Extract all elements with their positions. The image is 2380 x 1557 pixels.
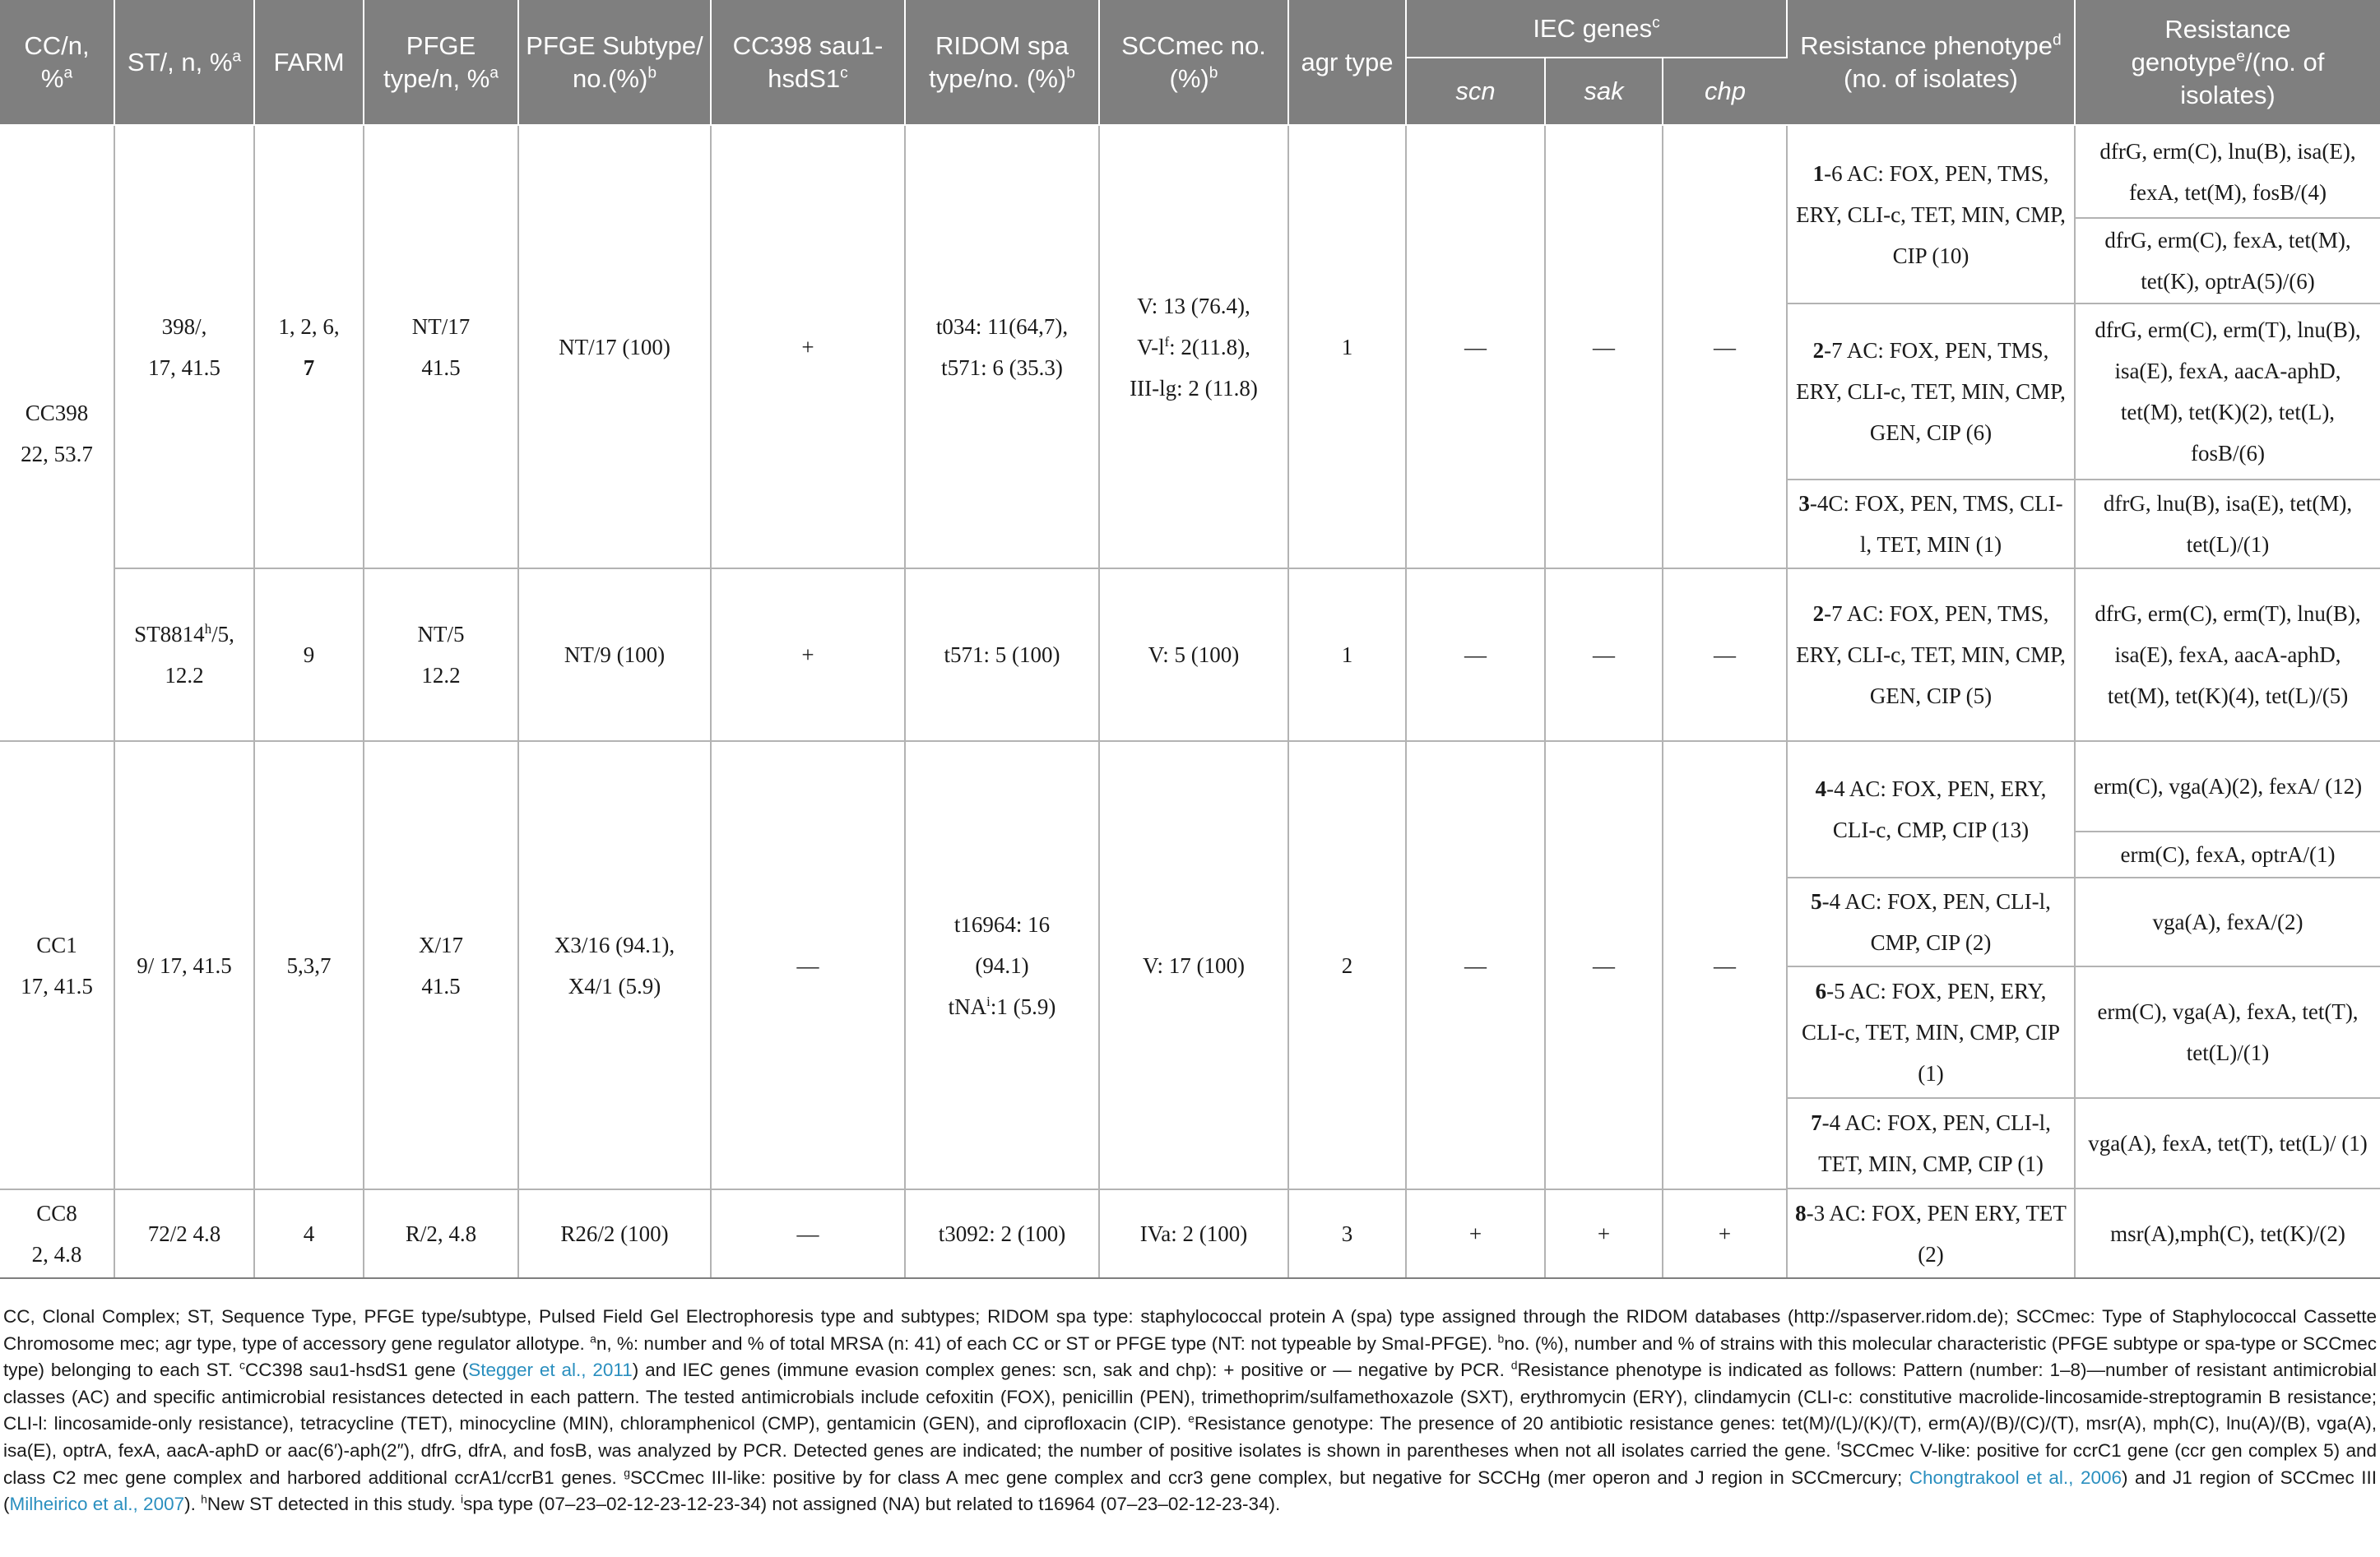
header-agr: agr type (1288, 0, 1406, 125)
cell-chp: — (1663, 125, 1787, 568)
table-row (0, 568, 2380, 741)
cell-sccmec: V: 17 (100) (1099, 741, 1288, 1189)
cell-genotype-1a: dfrG, erm(C), lnu(B), isa(E), fexA, tet(M), fosB/(4) (2075, 125, 2380, 218)
cell-cc398: + (711, 125, 905, 568)
cell-genotype-4a: erm(C), vga(A)(2), fexA/ (12) (2075, 741, 2380, 832)
cell-agr: 2 (1288, 741, 1406, 1189)
cell-sccmec: V: 5 (100) (1099, 568, 1288, 741)
cell-farm: 9 (254, 568, 364, 741)
cell-spa: t16964: 16 (94.1) tNA$^i$:1 (5.9) (905, 741, 1099, 1189)
header-cc: CC/n, %$^a$ (0, 0, 114, 125)
cell-cc398: + (711, 568, 905, 741)
cell-farm: 1, 2, 6, 7 (254, 125, 364, 568)
cell-chp: + (1663, 1189, 1787, 1278)
cell-scn: — (1406, 741, 1545, 1189)
cell-phenotype-1: 1-6 AC: FOX, PEN, TMS, ERY, CLI-c, TET, MIN, CMP, CIP (10) (1787, 125, 2075, 304)
cell-st: 9/ 17, 41.5 (114, 741, 254, 1189)
cell-phenotype-4: 4-4 AC: FOX, PEN, ERY, CLI-c, CMP, CIP (13) (1787, 741, 2075, 878)
header-cc398: CC398 sau1-hsdS1$^c$ (711, 0, 905, 125)
table-row (0, 125, 2380, 218)
cell-spa: t571: 5 (100) (905, 568, 1099, 741)
cell-phenotype-7: 7-4 AC: FOX, PEN, CLI-l, TET, MIN, CMP, CIP (1) (1787, 1098, 2075, 1189)
cell-genotype-4b: erm(C), fexA, optrA/(1) (2075, 832, 2380, 878)
header-resistance-phenotype: Resistance phenotype$^d$ (no. of isolates) (1787, 0, 2075, 125)
cell-st: 72/2 4.8 (114, 1189, 254, 1278)
cell-sak: — (1545, 568, 1663, 741)
table-row (0, 741, 2380, 832)
cell-cc: CC8 2, 4.8 (0, 1189, 114, 1278)
cell-phenotype-2: 2-7 AC: FOX, PEN, TMS, ERY, CLI-c, TET, MIN, CMP, GEN, CIP (6) (1787, 304, 2075, 480)
table-body (0, 125, 2380, 1278)
cell-agr: 3 (1288, 1189, 1406, 1278)
cell-st: 398/, 17, 41.5 (114, 125, 254, 568)
cell-phenotype-3: 3-4C: FOX, PEN, TMS, CLI-l, TET, MIN (1) (1787, 480, 2075, 568)
cell-agr: 1 (1288, 125, 1406, 568)
header-iec: IEC genes$^c$ (1406, 0, 1787, 58)
cell-genotype-3: dfrG, lnu(B), isa(E), tet(M), tet(L)/(1) (2075, 480, 2380, 568)
cell-spa: t034: 11(64,7), t571: 6 (35.3) (905, 125, 1099, 568)
cell-genotype-7: vga(A), fexA, tet(T), tet(L)/ (1) (2075, 1098, 2380, 1189)
cell-genotype-1b: dfrG, erm(C), fexA, tet(M), tet(K), optrA(5)/(6) (2075, 218, 2380, 304)
table-footnote: CC, Clonal Complex; ST, Sequence Type, PFGE type/subtype, Pulsed Field Gel Electrophoresis type and subtypes; RIDOM spa type: staphylococcal protein A (spa) type assigned through the RIDOM databases (http://spaserver.ridom.de); SCCmec: Type of Staphylococcal Cassette Chromosome mec; agr type, type of accessory gene regulator allotype. $^a$n, %: number and % of total MRSA (n: 41) of each CC or ST or PFGE type (NT: not typeable by SmaI-PFGE). $^b$no. (%), number and % of strains with this molecular characteristic (PFGE subtype or spa-type or SCCmec type) belonging to each ST. $^c$CC398 sau1-hsdS1 gene (Stegger et al., 2011) and IEC genes (immune evasion complex genes: scn, sak and chp): + positive or — negative by PCR. $^d$Resistance phenotype is indicated as follows: Pattern (number: 1–8)—number of resistant antimicrobial classes (AC) and specific antimicrobial resistances detected in each pattern. The tested antimicrobials include cefoxitin (FOX), penicillin (PEN), trimethoprim/sulfamethoxazole (SXT), erythromycin (ERY), clindamycin (CLI-c: constitutive macrolide-lincosamide-streptogramin B resistance; CLI-l: lincosamide-only resistance), tetracycline (TET), minocycline (MIN), chloramphenicol (CMP), gentamicin (GEN), and ciprofloxacin (CIP). $^e$Resistance genotype: The presence of 20 antibiotic resistance genes: tet(M)/(L)/(K)/(T), erm(A)/(B)/(C)/(T), msr(A), mph(C), lnu(A)/(B), vga(A), isa(E), optrA, fexA, aacA-aphD or aac(6′)-aph(2″), dfrG, dfrA, and fosB, was analyzed by PCR. Detected genes are indicated; the number of positive isolates is shown in parentheses when not all isolates carried the gene. $^f$SCCmec V-like: positive for ccrC1 gene (ccr gen complex 5) and class C2 mec gene complex and harbored additional ccrA1/ccrB1 genes. $^g$SCCmec III-like: positive by for class A mec gene complex and ccr3 gene complex, but negative for SCCHg (mer operon and J region in SCCmercury; Chongtrakool et al., 2006) and J1 region of SCCmec III (Milheirico et al., 2007). $^h$New ST detected in this study. $^i$spa type (07–23–02-12-23-12-23-34) not assigned (NA) but related to t16964 (07–23–02-12-23-34). (3, 1306, 2377, 1515)
citation-link[interactable]: Stegger et al., 2011 (468, 1360, 633, 1381)
cell-pfge-subtype: NT/17 (100) (518, 125, 711, 568)
cell-farm: 5,3,7 (254, 741, 364, 1189)
cell-phenotype-2b: 2-7 AC: FOX, PEN, TMS, ERY, CLI-c, TET, MIN, CMP, GEN, CIP (5) (1787, 568, 2075, 741)
cell-chp: — (1663, 741, 1787, 1189)
cell-genotype-2b: dfrG, erm(C), erm(T), lnu(B), isa(E), fexA, aacA-aphD, tet(M), tet(K)(4), tet(L)/(5) (2075, 568, 2380, 741)
header-resistance-genotype: Resistance genotype$^e$/(no. of isolates) (2075, 0, 2380, 125)
cell-genotype-8: msr(A),mph(C), tet(K)/(2) (2075, 1189, 2380, 1278)
cell-scn: — (1406, 568, 1545, 741)
header-pfge-type: PFGE type/n, %$^a$ (364, 0, 518, 125)
header-sccmec: SCCmec no. (%)$^b$ (1099, 0, 1288, 125)
citation-link[interactable]: Chongtrakool et al., 2006 (1909, 1467, 2122, 1488)
header-pfge-subtype: PFGE Subtype/ no.(%)$^b$ (518, 0, 711, 125)
cell-scn: — (1406, 125, 1545, 568)
cell-farm: 4 (254, 1189, 364, 1278)
header-sak: sak (1545, 58, 1663, 125)
cell-agr: 1 (1288, 568, 1406, 741)
cell-cc: CC1 17, 41.5 (0, 741, 114, 1189)
cell-phenotype-5: 5-4 AC: FOX, PEN, CLI-l, CMP, CIP (2) (1787, 878, 2075, 966)
header-scn: scn (1406, 58, 1545, 125)
cell-st: ST8814$^h$/5, 12.2 (114, 568, 254, 741)
cell-sak: + (1545, 1189, 1663, 1278)
cell-cc: CC398 22, 53.7 (0, 125, 114, 741)
header-farm: FARM (254, 0, 364, 125)
cell-cc398: — (711, 1189, 905, 1278)
cell-genotype-6: erm(C), vga(A), fexA, tet(T), tet(L)/(1) (2075, 966, 2380, 1098)
cell-sak: — (1545, 125, 1663, 568)
header-st: ST/, n, %$^a$ (114, 0, 254, 125)
cell-genotype-2: dfrG, erm(C), erm(T), lnu(B), isa(E), fexA, aacA-aphD, tet(M), tet(K)(2), tet(L), fosB/(6) (2075, 304, 2380, 480)
cell-genotype-5: vga(A), fexA/(2) (2075, 878, 2380, 966)
cell-sccmec: V: 13 (76.4), $V-l^f$: 2(11.8), III-lg: 2 (11.8) (1099, 125, 1288, 568)
cell-chp: — (1663, 568, 1787, 741)
header-spa: RIDOM spa type/no. (%)$^b$ (905, 0, 1099, 125)
cell-sccmec: IVa: 2 (100) (1099, 1189, 1288, 1278)
cell-scn: + (1406, 1189, 1545, 1278)
table-row (0, 1189, 2380, 1278)
cell-sak: — (1545, 741, 1663, 1189)
cell-pfge-subtype: NT/9 (100) (518, 568, 711, 741)
cell-pfge-subtype: X3/16 (94.1), X4/1 (5.9) (518, 741, 711, 1189)
cell-pfge-type: NT/17 41.5 (364, 125, 518, 568)
cell-cc398: — (711, 741, 905, 1189)
cell-pfge-type: NT/5 12.2 (364, 568, 518, 741)
citation-link[interactable]: Milheirico et al., 2007 (9, 1494, 185, 1515)
cell-spa: t3092: 2 (100) (905, 1189, 1099, 1278)
cell-phenotype-8: 8-3 AC: FOX, PEN ERY, TET (2) (1787, 1189, 2075, 1278)
cell-pfge-subtype: R26/2 (100) (518, 1189, 711, 1278)
cell-phenotype-6: 6-5 AC: FOX, PEN, ERY, CLI-c, TET, MIN, CMP, CIP (1) (1787, 966, 2075, 1098)
header-chp: chp (1663, 58, 1787, 125)
cell-pfge-type: R/2, 4.8 (364, 1189, 518, 1278)
table-header (0, 0, 2380, 125)
cell-pfge-type: X/17 41.5 (364, 741, 518, 1189)
